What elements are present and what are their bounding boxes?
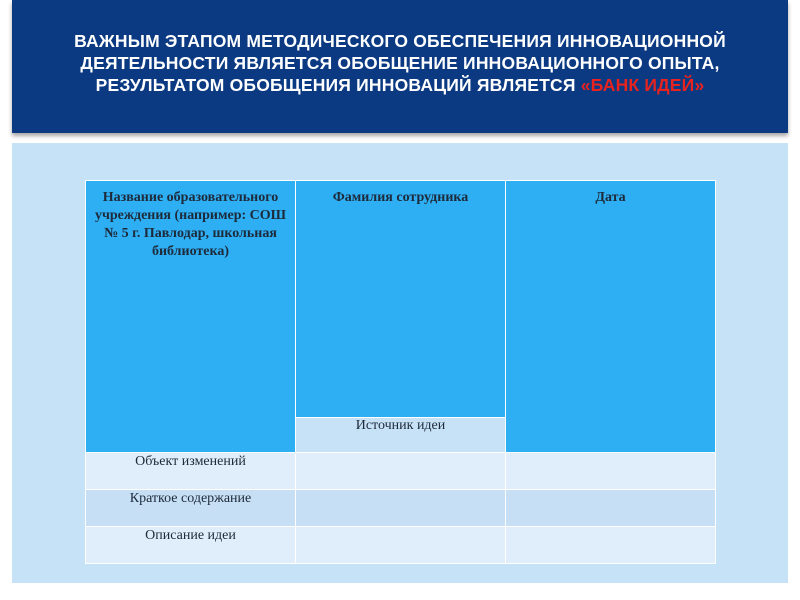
table-row bbox=[86, 490, 716, 527]
slide-header bbox=[12, 0, 788, 133]
table-cell[interactable] bbox=[296, 453, 506, 490]
table-cell[interactable] bbox=[296, 490, 506, 527]
row-label-summary: Краткое содержание bbox=[86, 490, 296, 527]
title-main-text: ВАЖНЫМ ЭТАПОМ МЕТОДИЧЕСКОГО ОБЕСПЕЧЕНИЯ ИННОВАЦИОННОЙ ДЕЯТЕЛЬНОСТИ ЯВЛЯЕТСЯ ОБОБЩЕНИЕ ИННОВАЦИОННОГО ОПЫТА, РЕЗУЛЬТАТОМ ОБОБЩЕНИЯ ИННОВАЦИЙ ЯВЛЯЕТСЯ bbox=[74, 31, 726, 95]
table-cell[interactable] bbox=[506, 453, 716, 490]
idea-bank-table bbox=[85, 180, 716, 564]
subheader-cell-idea-source: Источник идеи bbox=[296, 418, 506, 453]
table-header-row bbox=[86, 181, 716, 418]
table-row bbox=[86, 527, 716, 564]
title-highlight-text: «БАНК ИДЕЙ» bbox=[580, 75, 705, 95]
header-cell-employee: Фамилия сотрудника bbox=[296, 181, 506, 418]
table-cell[interactable] bbox=[506, 490, 716, 527]
slide-title bbox=[12, 0, 788, 96]
row-label-change-object: Объект изменений bbox=[86, 453, 296, 490]
header-cell-date: Дата bbox=[506, 181, 716, 453]
table-cell[interactable] bbox=[296, 527, 506, 564]
header-cell-institution: Название образовательного учреждения (например: СОШ № 5 г. Павлодар, школьная библиотека) bbox=[86, 181, 296, 453]
table-cell[interactable] bbox=[506, 527, 716, 564]
row-label-idea-description: Описание идеи bbox=[86, 527, 296, 564]
table-row bbox=[86, 453, 716, 490]
